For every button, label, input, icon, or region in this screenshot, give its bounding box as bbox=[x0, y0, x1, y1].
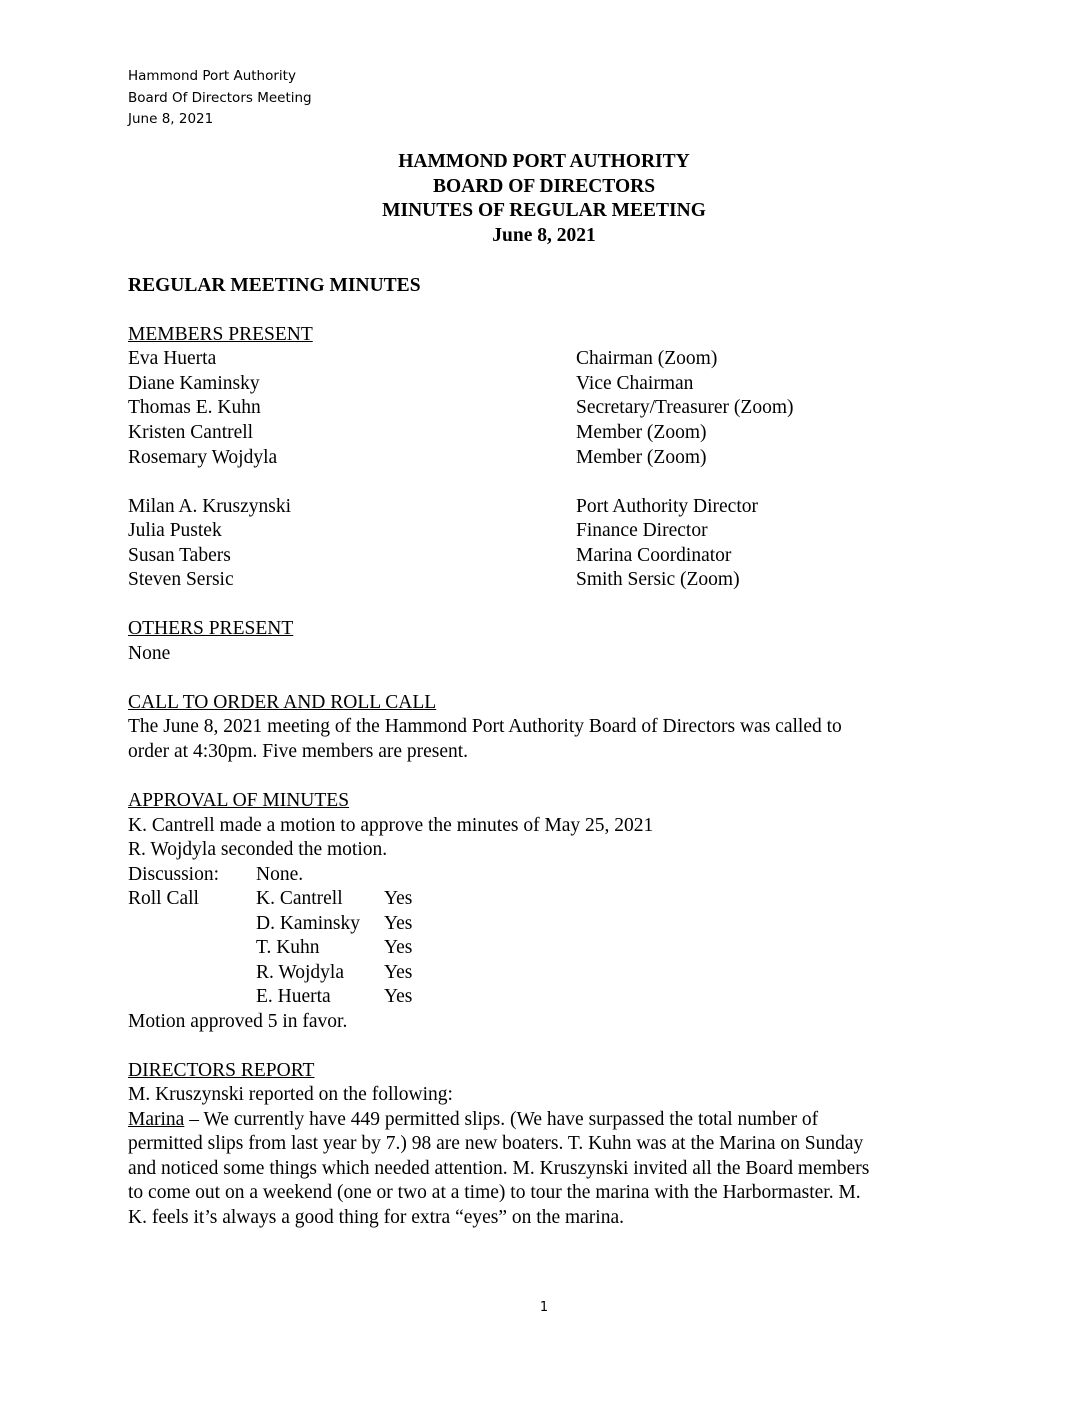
approval-second: R. Wojdyla seconded the motion. bbox=[128, 839, 388, 860]
staff-role: Finance Director bbox=[576, 520, 708, 541]
staff-name: Steven Sersic bbox=[128, 569, 234, 590]
running-header bbox=[128, 66, 312, 131]
staff-name: Milan A. Kruszynski bbox=[128, 496, 292, 517]
marina-label: Marina bbox=[128, 1109, 185, 1130]
marina-text: – We currently have 449 permitted slips. (We have surpassed the total number of bbox=[184, 1109, 819, 1130]
member-name: Eva Huerta bbox=[128, 348, 217, 369]
header-meeting: Board Of Directors Meeting bbox=[128, 89, 312, 106]
marina-paragraph-line: permitted slips from last year by 7.) 98 are new boaters. T. Kuhn was at the Marina on Sunday bbox=[128, 1133, 864, 1154]
others-present-text: None bbox=[128, 643, 171, 664]
discussion-label: Discussion: bbox=[128, 864, 220, 885]
approval-motion: K. Cantrell made a motion to approve the minutes of May 25, 2021 bbox=[128, 815, 654, 836]
directors-report-heading: DIRECTORS REPORT bbox=[128, 1060, 315, 1081]
members-present-heading: MEMBERS PRESENT bbox=[128, 324, 313, 345]
member-role: Member (Zoom) bbox=[576, 447, 707, 468]
vote-name: T. Kuhn bbox=[256, 937, 320, 958]
member-role: Vice Chairman bbox=[576, 373, 694, 394]
staff-role: Port Authority Director bbox=[576, 496, 758, 517]
member-name: Diane Kaminsky bbox=[128, 373, 260, 394]
member-role: Secretary/Treasurer (Zoom) bbox=[576, 397, 794, 418]
staff-role: Smith Sersic (Zoom) bbox=[576, 569, 740, 590]
marina-paragraph-line: to come out on a weekend (one or two at a time) to tour the marina with the Harbormaster. M. bbox=[128, 1182, 861, 1203]
approval-heading: APPROVAL OF MINUTES bbox=[128, 790, 350, 811]
member-role: Chairman (Zoom) bbox=[576, 348, 718, 369]
discussion-value: None. bbox=[256, 864, 304, 885]
roll-call-label: Roll Call bbox=[128, 888, 199, 909]
title-line-2: BOARD OF DIRECTORS bbox=[432, 175, 656, 197]
member-name: Kristen Cantrell bbox=[128, 422, 254, 443]
vote-value: Yes bbox=[384, 962, 413, 983]
vote-name: D. Kaminsky bbox=[256, 913, 360, 934]
member-name: Thomas E. Kuhn bbox=[128, 397, 261, 418]
call-to-order-heading: CALL TO ORDER AND ROLL CALL bbox=[128, 692, 437, 713]
vote-value: Yes bbox=[384, 986, 413, 1007]
page-number: 1 bbox=[539, 1300, 549, 1315]
vote-name: K. Cantrell bbox=[256, 888, 343, 909]
title-date: June 8, 2021 bbox=[492, 224, 596, 246]
call-to-order-line: The June 8, 2021 meeting of the Hammond Port Authority Board of Directors was called to bbox=[128, 716, 842, 737]
directors-report-intro: M. Kruszynski reported on the following: bbox=[128, 1084, 453, 1105]
member-name: Rosemary Wojdyla bbox=[128, 447, 278, 468]
staff-name: Susan Tabers bbox=[128, 545, 231, 566]
vote-name: R. Wojdyla bbox=[256, 962, 344, 983]
header-organization: Hammond Port Authority bbox=[128, 68, 296, 84]
vote-value: Yes bbox=[384, 913, 413, 934]
header-date: June 8, 2021 bbox=[128, 111, 214, 127]
vote-name: E. Huerta bbox=[256, 986, 331, 1007]
call-to-order-line: order at 4:30pm. Five members are present. bbox=[128, 741, 469, 762]
document-title bbox=[0, 150, 1088, 248]
vote-value: Yes bbox=[384, 888, 413, 909]
staff-role: Marina Coordinator bbox=[576, 545, 732, 566]
marina-paragraph-line: and noticed some things which needed attention. M. Kruszynski invited all the Board members bbox=[128, 1158, 870, 1179]
title-line-3: MINUTES OF REGULAR MEETING bbox=[382, 200, 706, 222]
title-line-1: HAMMOND PORT AUTHORITY bbox=[398, 151, 690, 172]
staff-name: Julia Pustek bbox=[128, 520, 222, 541]
marina-paragraph-line bbox=[128, 1108, 818, 1133]
member-role: Member (Zoom) bbox=[576, 422, 707, 443]
others-present-heading: OTHERS PRESENT bbox=[128, 618, 294, 639]
vote-value: Yes bbox=[384, 937, 413, 958]
section-regular-meeting-minutes: REGULAR MEETING MINUTES bbox=[128, 275, 421, 296]
marina-paragraph-line: K. feels it’s always a good thing for extra “eyes” on the marina. bbox=[128, 1207, 625, 1228]
approval-result: Motion approved 5 in favor. bbox=[128, 1011, 348, 1032]
